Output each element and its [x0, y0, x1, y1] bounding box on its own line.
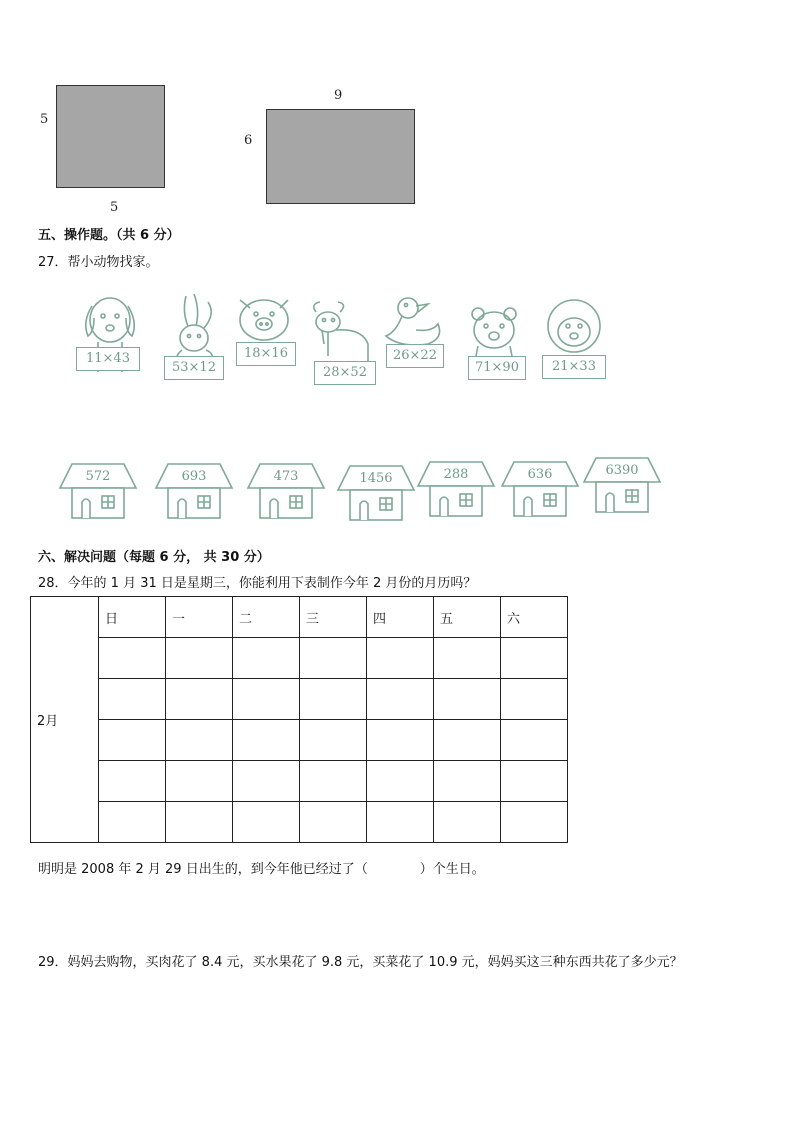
- calendar-cell[interactable]: [233, 802, 300, 843]
- animal-bear[interactable]: [466, 304, 536, 399]
- animal-goat[interactable]: [306, 300, 376, 395]
- house-473[interactable]: [246, 462, 326, 522]
- house-693[interactable]: [154, 462, 234, 522]
- calendar-cell[interactable]: [233, 720, 300, 761]
- question-28-followup: 明明是 2008 年 2 月 29 日出生的，到今年他已经过了（ ）个生日。: [38, 862, 485, 877]
- weekday-wed: 三: [300, 597, 367, 638]
- house-6390[interactable]: [582, 456, 662, 516]
- calendar-cell[interactable]: [501, 720, 568, 761]
- animal-dog-expression: 11×43: [76, 347, 140, 371]
- calendar-cell[interactable]: [233, 679, 300, 720]
- calendar-cell[interactable]: [501, 802, 568, 843]
- calendar-cell[interactable]: [300, 802, 367, 843]
- house-572-number: 572: [85, 469, 111, 484]
- section-6-title: 六、解决问题（每题 6 分， 共 30 分）: [38, 550, 270, 565]
- calendar-cell[interactable]: [434, 802, 501, 843]
- animal-bear-expression: 71×90: [468, 356, 526, 380]
- weekday-fri: 五: [434, 597, 501, 638]
- animal-duck-expression: 26×22: [386, 344, 444, 368]
- calendar-week-row: [31, 720, 568, 761]
- square-side-bottom-label: 5: [110, 200, 119, 215]
- calendar-cell[interactable]: [99, 761, 166, 802]
- animal-dog[interactable]: [72, 292, 142, 387]
- animal-monkey[interactable]: [540, 298, 610, 393]
- section-5-title: 五、操作题。（共 6 分）: [38, 228, 180, 243]
- house-636[interactable]: [500, 460, 580, 520]
- calendar-cell[interactable]: [367, 761, 434, 802]
- calendar-cell[interactable]: [166, 761, 233, 802]
- house-473-number: 473: [273, 469, 299, 484]
- calendar-week-row: [31, 679, 568, 720]
- calendar-cell[interactable]: [300, 638, 367, 679]
- calendar-cell[interactable]: [166, 720, 233, 761]
- calendar-cell[interactable]: [99, 679, 166, 720]
- calendar-cell[interactable]: [434, 679, 501, 720]
- calendar-cell[interactable]: [233, 761, 300, 802]
- animal-duck[interactable]: [382, 292, 452, 387]
- animal-goat-expression: 28×52: [314, 361, 376, 385]
- calendar-cell[interactable]: [367, 679, 434, 720]
- square-side-left-label: 5: [40, 112, 49, 127]
- bear-icon: [466, 304, 536, 394]
- square-shape: [56, 85, 165, 188]
- calendar-cell[interactable]: [501, 679, 568, 720]
- animal-pig[interactable]: [234, 292, 304, 387]
- question-29: 29．妈妈去购物，买肉花了 8.4 元，买水果花了 9.8 元，买菜花了 10.9 元，妈妈买这三种东西共花了多少元？: [38, 955, 683, 970]
- rectangle-side-top-label: 9: [334, 88, 343, 103]
- house-6390-number: 6390: [605, 463, 639, 478]
- pig-icon: [234, 292, 304, 382]
- calendar-cell[interactable]: [501, 761, 568, 802]
- house-693-number: 693: [181, 469, 207, 484]
- calendar-cell[interactable]: [233, 638, 300, 679]
- calendar-cell[interactable]: [434, 761, 501, 802]
- calendar-week-row: [31, 802, 568, 843]
- calendar-week-row: [31, 761, 568, 802]
- animal-rabbit[interactable]: [164, 292, 234, 387]
- house-572[interactable]: [58, 462, 138, 522]
- rectangle-shape: [266, 109, 415, 204]
- rectangle-side-left-label: 6: [244, 133, 253, 148]
- calendar-cell[interactable]: [166, 638, 233, 679]
- calendar-cell[interactable]: [166, 679, 233, 720]
- question-27: 27．帮小动物找家。: [38, 255, 159, 270]
- house-288-number: 288: [443, 467, 469, 482]
- weekday-tue: 二: [233, 597, 300, 638]
- calendar-cell[interactable]: [501, 638, 568, 679]
- calendar-cell[interactable]: [434, 638, 501, 679]
- calendar-cell[interactable]: [367, 802, 434, 843]
- calendar-month-label: 2月: [31, 597, 99, 843]
- weekday-mon: 一: [166, 597, 233, 638]
- calendar-week-row: [31, 638, 568, 679]
- house-288[interactable]: [416, 460, 496, 520]
- calendar-cell[interactable]: [166, 802, 233, 843]
- question-28: 28．今年的 1 月 31 日是星期三，你能利用下表制作今年 2 月份的月历吗？: [38, 576, 477, 591]
- calendar-cell[interactable]: [99, 802, 166, 843]
- weekday-sun: 日: [99, 597, 166, 638]
- calendar-cell[interactable]: [99, 638, 166, 679]
- animal-pig-expression: 18×16: [236, 342, 296, 366]
- animal-rabbit-expression: 53×12: [164, 356, 224, 380]
- house-1456-number: 1456: [359, 471, 393, 486]
- calendar-cell[interactable]: [367, 720, 434, 761]
- weekday-sat: 六: [501, 597, 568, 638]
- duck-icon: [382, 292, 452, 382]
- calendar-cell[interactable]: [300, 720, 367, 761]
- calendar-table: [30, 596, 568, 843]
- weekday-thu: 四: [367, 597, 434, 638]
- calendar-cell[interactable]: [99, 720, 166, 761]
- calendar-cell[interactable]: [300, 679, 367, 720]
- house-636-number: 636: [527, 467, 553, 482]
- house-1456[interactable]: [336, 464, 416, 524]
- calendar-cell[interactable]: [367, 638, 434, 679]
- animal-monkey-expression: 21×33: [542, 355, 606, 379]
- calendar-header-row: [31, 597, 568, 638]
- calendar-cell[interactable]: [434, 720, 501, 761]
- calendar-cell[interactable]: [300, 761, 367, 802]
